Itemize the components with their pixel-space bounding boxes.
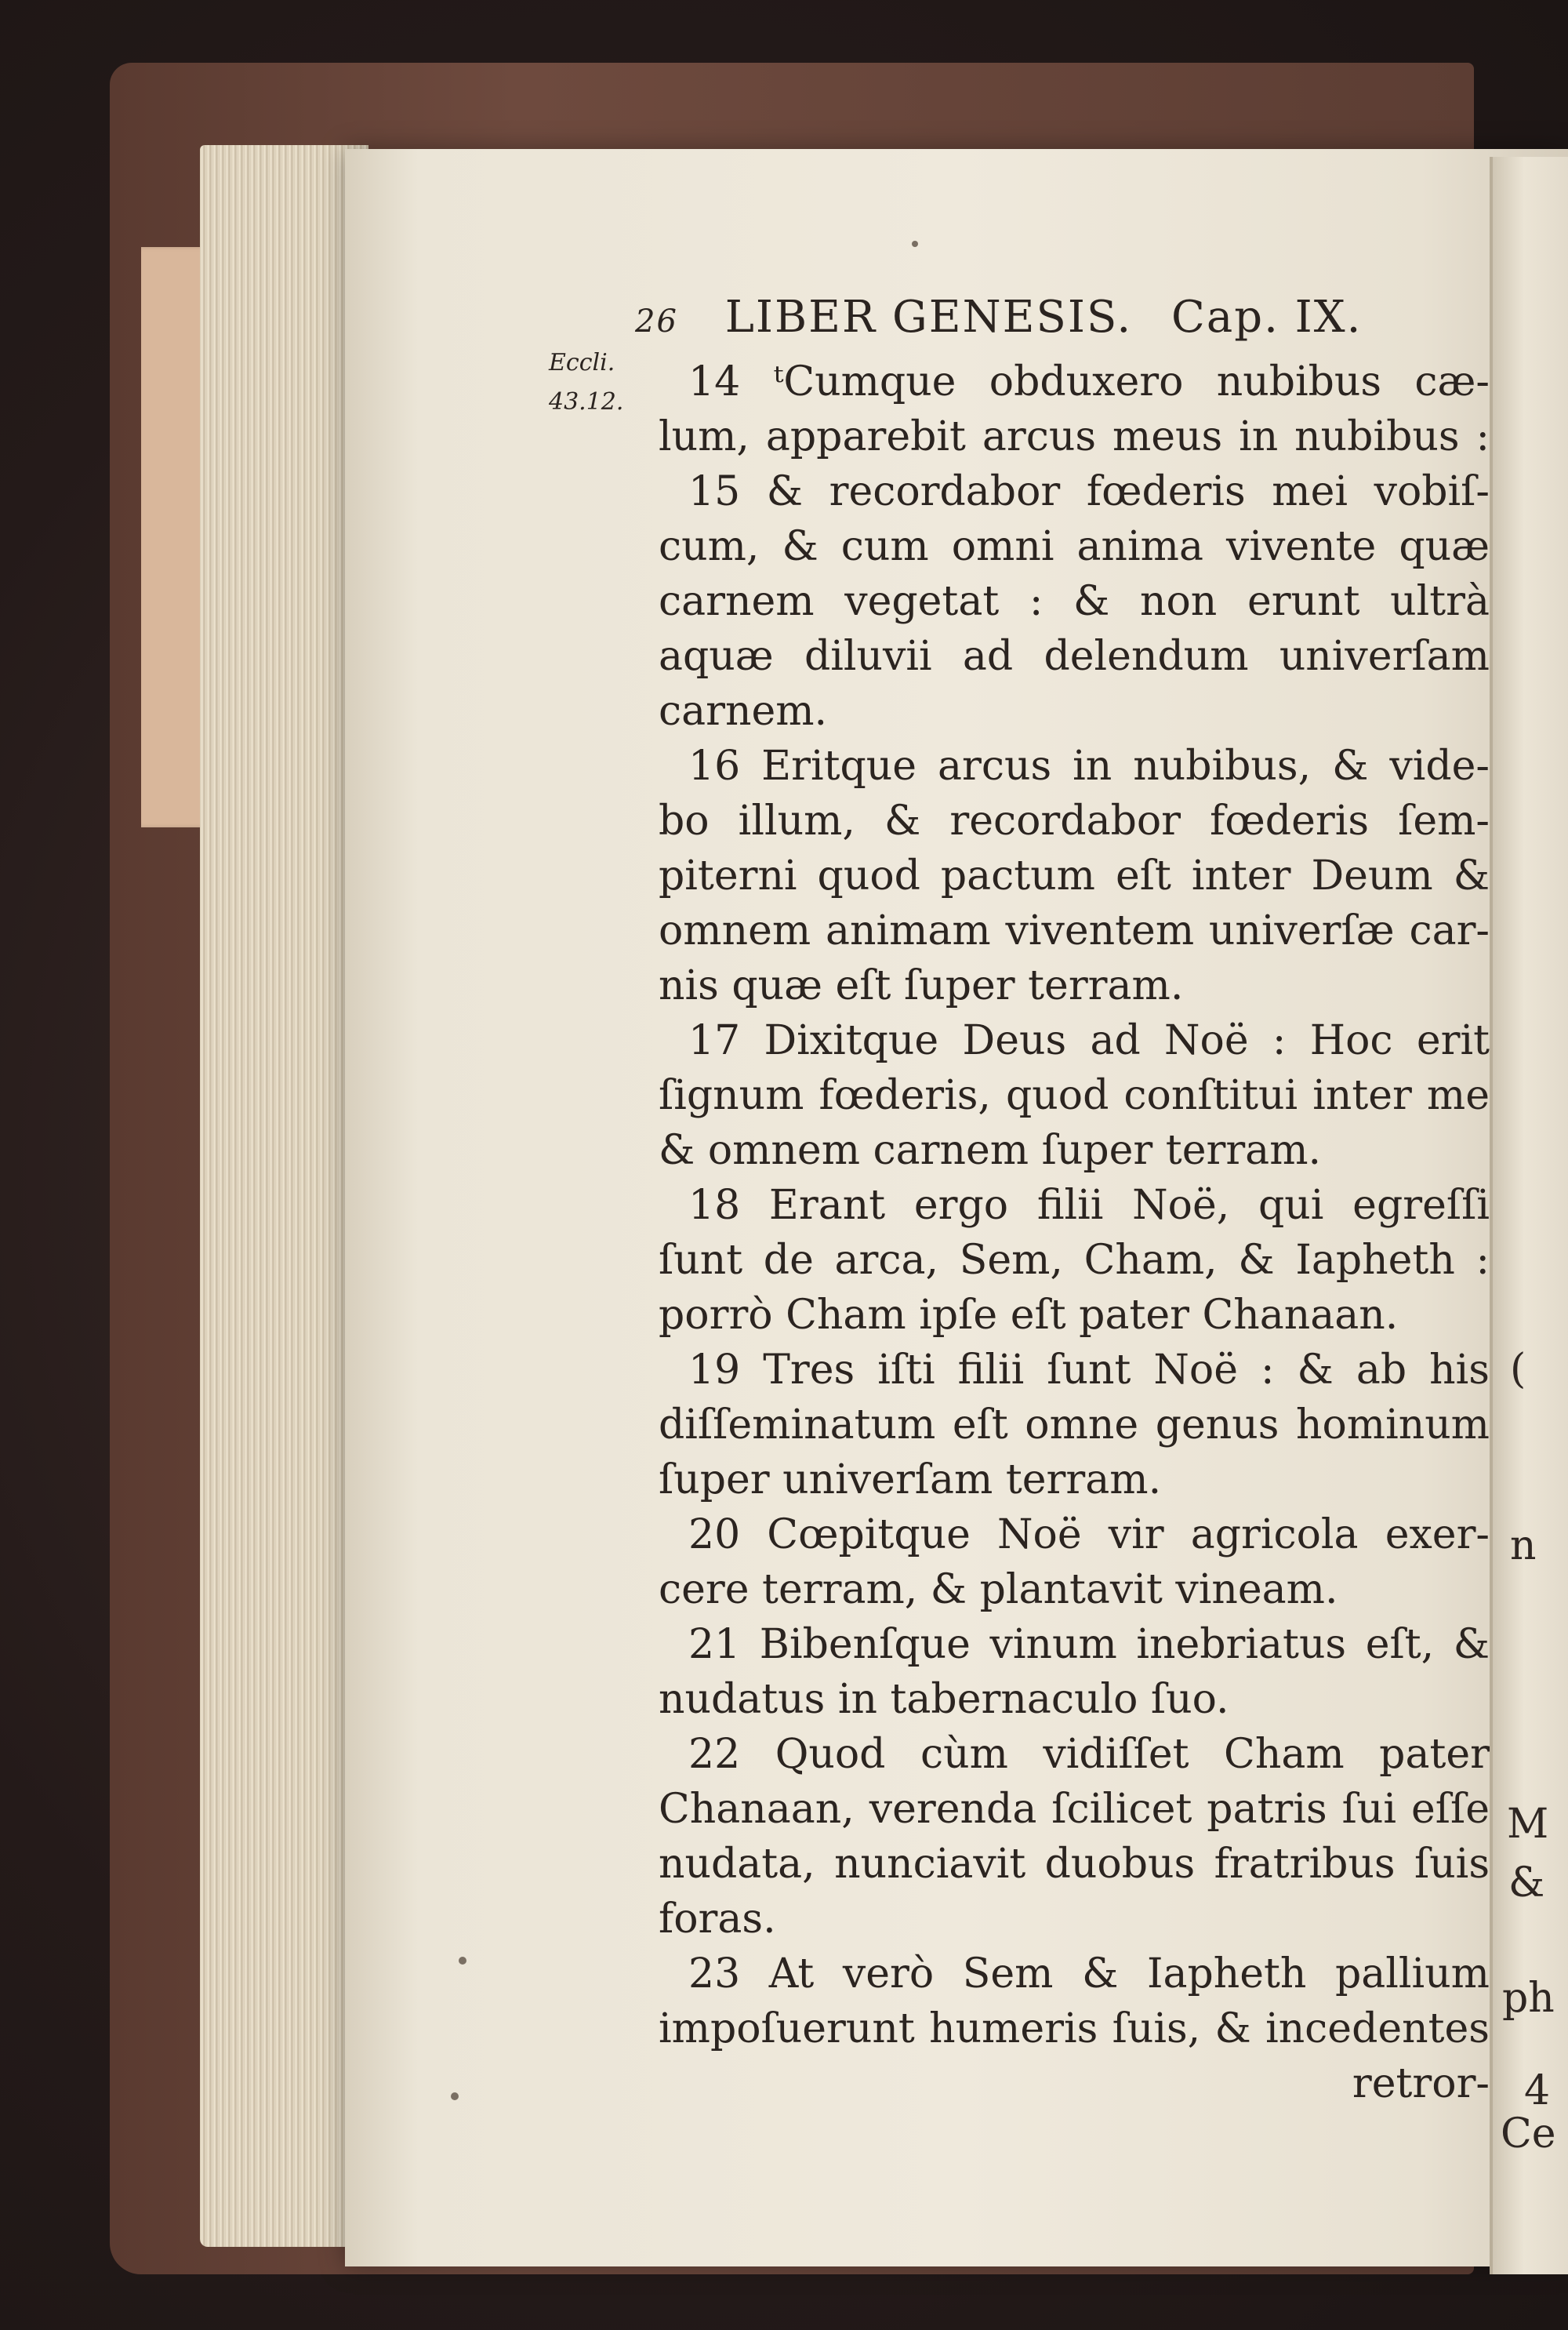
text-line: piterni quod pactum eſt inter Deum & [659, 852, 1490, 900]
facing-fragment: ( [1510, 1346, 1526, 1393]
facing-fragment: & [1508, 1859, 1545, 1907]
text-line: 15 & recordabor fœderis mei vobiſ- [688, 468, 1490, 515]
text-line: 14 ᵗCumque obduxero nubibus cæ- [688, 358, 1490, 405]
text-line: 19 Tres iſti filii ſunt Noë : & ab his [688, 1347, 1490, 1394]
text-line: ſunt de arca, Sem, Cham, & Iapheth : [659, 1237, 1490, 1284]
text-line: 18 Erant ergo filii Noë, qui egreſſi [688, 1182, 1490, 1229]
margin-reference-book: Eccli. [549, 349, 615, 376]
facing-fragment: 4 [1524, 2067, 1551, 2114]
text-body [659, 354, 1490, 2111]
text-line: 21 Bibenſque vinum inebriatus eſt, & [688, 1621, 1490, 1668]
text-line: 16 Eritque arcus in nubibus, & vide- [688, 743, 1490, 790]
running-head-title: LIBER GENESIS. [724, 292, 1133, 343]
margin-reference-verse: 43.12. [549, 388, 624, 416]
text-line: nudatus in tabernaculo ſuo. [659, 1676, 1229, 1723]
text-line: aquæ diluvii ad delendum univerſam [659, 633, 1490, 680]
text-line: cere terram, & plantavit vineam. [659, 1566, 1338, 1613]
running-header [635, 292, 1419, 343]
text-line: 23 At verò Sem & Iapheth pallium [688, 1950, 1490, 1997]
page-speck [459, 1957, 466, 1965]
text-line: foras. [659, 1896, 776, 1943]
text-line: carnem. [659, 688, 828, 735]
facing-fragment: n [1510, 1522, 1537, 1569]
text-line: nis quæ eſt ſuper terram. [659, 962, 1184, 1009]
facing-fragment: M [1507, 1801, 1549, 1848]
text-line: bo illum, & recordabor fœderis ſem- [659, 798, 1490, 845]
chapter-label: Cap. IX. [1171, 292, 1363, 343]
page-number: 26 [635, 304, 678, 340]
text-line: carnem vegetat : & non erunt ultrà [659, 578, 1490, 625]
text-line: Chanaan, verenda ſcilicet patris ſui eſſe [659, 1786, 1490, 1833]
facing-fragment: Ce [1501, 2110, 1556, 2157]
facing-fragment: ph [1502, 1975, 1555, 2022]
margin-reference [549, 344, 651, 422]
text-line: 22 Quod cùm vidiſſet Cham pater [688, 1731, 1490, 1778]
catchword: retror- [1352, 2060, 1490, 2107]
text-line: cum, & cum omni anima vivente quæ [659, 523, 1490, 570]
text-line: omnem animam viventem univerſæ car- [659, 907, 1490, 954]
text-line: ſuper univerſam terram. [659, 1456, 1162, 1503]
text-line: nudata, nunciavit duobus fratribus ſuis [659, 1841, 1490, 1888]
facing-page-edge [1490, 157, 1568, 2274]
text-line: 17 Dixitque Deus ad Noë : Hoc erit [688, 1017, 1490, 1064]
page-speck [451, 2092, 459, 2100]
text-line: lum, apparebit arcus meus in nubibus : [659, 413, 1490, 460]
text-line: 20 Cœpitque Noë vir agricola exer- [688, 1511, 1490, 1558]
text-line: porrò Cham ipſe eſt pater Chanaan. [659, 1292, 1399, 1339]
text-line: diſſeminatum eſt omne genus hominum [659, 1401, 1490, 1449]
page-speck [912, 241, 918, 247]
text-line: ſignum fœderis, quod conſtitui inter me [659, 1072, 1490, 1119]
page-edges [200, 145, 368, 2247]
text-line: & omnem carnem ſuper terram. [659, 1127, 1322, 1174]
text-line: impoſuerunt humeris ſuis, & incedentes [659, 2005, 1490, 2052]
